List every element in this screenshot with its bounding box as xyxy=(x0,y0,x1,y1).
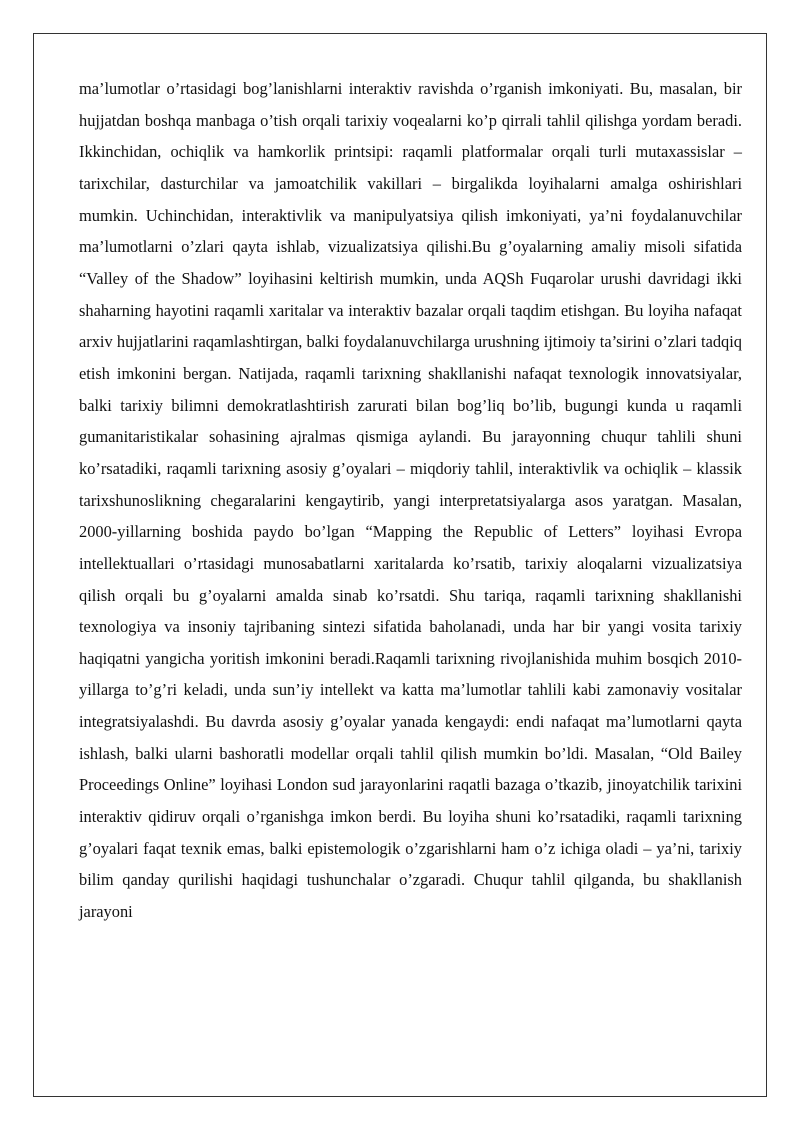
body-paragraph: ma’lumotlar o’rtasidagi bog’lanishlarni interaktiv ravishda o’rganish imkoniyati. Bu, masalan, bir hujjatdan boshqa manbaga o’tish orqali tarixiy voqealarni ko’p qirrali tahlil qilishga yordam beradi. Ikkinchidan, ochiqlik va hamkorlik printsipi: raqamli platformalar orqali turli mutaxassislar – tarixchilar, dasturchilar va jamoatchilik vakillari – birgalikda loyihalarni amalga oshirishlari mumkin. Uchinchidan, interaktivlik va manipulyatsiya qilish imkoniyati, ya’ni foydalanuvchilar ma’lumotlarni o’zlari qayta ishlab, vizualizatsiya qilishi.Bu g’oyalarning amaliy misoli sifatida “Valley of the Shadow” loyihasini keltirish mumkin, unda AQSh Fuqarolar urushi davridagi ikki shaharning hayotini raqamli xaritalar va interaktiv bazalar orqali taqdim etishgan. Bu loyiha nafaqat arxiv hujjatlarini raqamlashtirgan, balki foydalanuvchilarga urushning ijtimoiy ta’sirini o’zlari tadqiq etish imkonini bergan. Natijada, raqamli tarixning shakllanishi nafaqat texnologik innovatsiyalar, balki tarixiy bilimni demokratlashtirish zarurati bilan bog’liq bo’lib, bugungi kunda u raqamli gumanitaristikalar sohasining ajralmas qismiga aylandi. Bu jarayonning chuqur tahlili shuni ko’rsatadiki, raqamli tarixning asosiy g’oyalari – miqdoriy tahlil, interaktivlik va ochiqlik – klassik tarixshunoslikning chegaralarini kengaytirib, yangi interpretatsiyalarga asos yaratgan. Masalan, 2000-yillarning boshida paydo bo’lgan “Mapping the Republic of Letters” loyihasi Evropa intellektuallari o’rtasidagi munosabatlarni xaritalarda ko’rsatib, tarixiy aloqalarni vizualizatsiya qilish orqali bu g’oyalarni amalda sinab ko’rsatdi. Shu tariqa, raqamli tarixning shakllanishi texnologiya va insoniy tajribaning sintezi sifatida baholanadi, unda har bir yangi vosita tarixiy haqiqatni yangicha yoritish imkonini beradi.Raqamli tarixning rivojlanishida muhim bosqich 2010-yillarga to’g’ri keladi, unda sun’iy intellekt va katta ma’lumotlar tahlili kabi zamonaviy vositalar integratsiyalashdi. Bu davrda asosiy g’oyalar yanada kengaydi: endi nafaqat ma’lumotlarni qayta ishlash, balki ularni bashoratli modellar orqali tahlil qilish mumkin bo’ldi. Masalan, “Old Bailey Proceedings Online” loyihasi London sud jarayonlarini raqatli bazaga o’tkazib, jinoyatchilik tarixini interaktiv qidiruv orqali o’rganishga imkon berdi. Bu loyiha shuni ko’rsatadiki, raqamli tarixning g’oyalari faqat texnik emas, balki epistemologik o’zgarishlarni ham o’z ichiga oladi – ya’ni, tarixiy bilim qanday qurilishi haqidagi tushunchalar o’zgaradi. Chuqur tahlil qilganda, bu shakllanish jarayoni xyxy=(79,79,742,922)
